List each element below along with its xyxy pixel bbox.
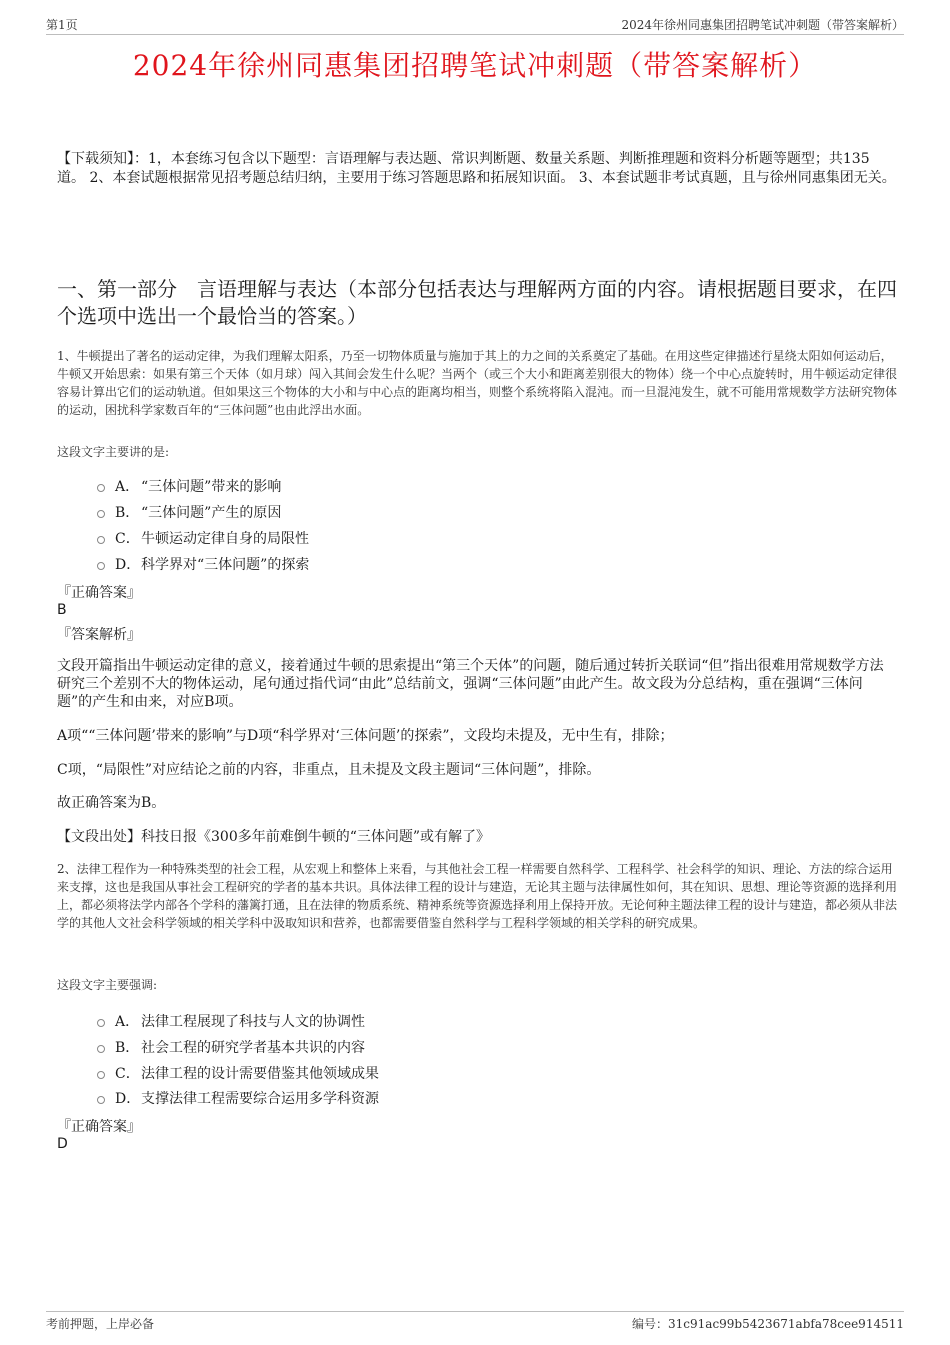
question-1-analysis-1: 文段开篇指出牛顿运动定律的意义，接着通过牛顿的思索提出“第三个天体”的问题，随后通过转折关联词“但”指出很难用常规数学方法研究三个差别不大的物体运动，尾句通过指代词“由此”总结前文，强调“三体问题”由此产生。故文段为分总结构，重在强调“三体问题”的产生和由来，对应B项。: [57, 658, 884, 710]
question-1-option-b[interactable]: [97, 502, 281, 522]
radio-icon[interactable]: [97, 1019, 105, 1027]
option-text: 社会工程的研究学者基本共识的内容: [141, 1040, 365, 1056]
question-1-answer: B: [57, 602, 67, 618]
option-text: 法律工程的设计需要借鉴其他领域成果: [141, 1066, 379, 1082]
page-header: [46, 14, 904, 35]
option-letter: C．: [115, 1066, 140, 1082]
download-notice: 【下载须知】：1，本套练习包含以下题型：言语理解与表达题、常识判断题、数量关系题、判断推理题和资料分析题等题型；共135道。 2、本套试题根据常见招考题总结归纳，主要用于练习答题思路和拓展知识面。 3、本套试题非考试真题，且与徐州同惠集团无关。: [57, 151, 896, 186]
page-number: 第1页: [46, 18, 78, 32]
radio-icon[interactable]: [97, 484, 105, 492]
footer-slogan: 考前押题，上岸必备: [46, 1317, 155, 1331]
option-text: “三体问题”带来的影响: [141, 479, 282, 495]
option-letter: A．: [115, 1014, 140, 1030]
footer-serial: 编号：31c91ac99b5423671abfa78cee914511: [632, 1317, 904, 1331]
radio-icon[interactable]: [97, 1096, 105, 1104]
question-2-answer: D: [57, 1136, 68, 1152]
question-1-answer-label: 『正确答案』: [57, 585, 141, 601]
radio-icon[interactable]: [97, 562, 105, 570]
section-heading: 一、第一部分 言语理解与表达（本部分包括表达与理解两方面的内容。请根据题目要求，在四个选项中选出一个最恰当的答案。）: [57, 277, 897, 328]
question-2-option-b[interactable]: [97, 1037, 365, 1057]
option-text: 牛顿运动定律自身的局限性: [141, 531, 309, 547]
radio-icon[interactable]: [97, 536, 105, 544]
question-1-prompt: 这段文字主要讲的是:: [57, 445, 170, 459]
question-1-option-c[interactable]: [97, 528, 309, 548]
question-2-answer-label: 『正确答案』: [57, 1119, 141, 1135]
option-letter: B．: [115, 1040, 140, 1056]
document-title: 2024年徐州同惠集团招聘笔试冲刺题（带答案解析）: [132, 49, 818, 82]
question-1-option-a[interactable]: [97, 476, 281, 496]
option-letter: D．: [115, 1091, 141, 1107]
question-2-option-c[interactable]: [97, 1063, 379, 1083]
question-2-text: 2、法律工程作为一种特殊类型的社会工程，从宏观上和整体上来看，与其他社会工程一样需要自然科学、工程科学、社会科学的知识、理论、方法的综合运用来支撑，这也是我国从事社会工程研究的学者的基本共识。具体法律工程的设计与建造，无论其主题与法律属性如何，其在知识、思想、理论等资源的选择利用上，都必须将法学内部各个学科的藩篱打通，且在法律的物质系统、精神系统等资源选择利用上保持开放。无论何种主题法律工程的设计与建造，都必须从非法学的其他人文社会科学领域的相关学科中汲取知识和营养，也都需要借鉴自然科学与工程科学领域的相关学科的研究成果。: [57, 862, 898, 930]
question-1-option-d[interactable]: [97, 554, 309, 574]
question-1-analysis-3: C项，“局限性”对应结论之前的内容，非重点，且未提及文段主题词“三体问题”，排除。: [57, 762, 601, 778]
header-doc-title: 2024年徐州同惠集团招聘笔试冲刺题（带答案解析）: [621, 18, 904, 32]
option-text: 科学界对“三体问题”的探索: [141, 557, 310, 573]
option-text: “三体问题”产生的原因: [141, 505, 282, 521]
question-2-option-a[interactable]: [97, 1011, 365, 1031]
radio-icon[interactable]: [97, 510, 105, 518]
radio-icon[interactable]: [97, 1045, 105, 1053]
option-letter: C．: [115, 531, 140, 547]
option-letter: D．: [115, 557, 141, 573]
question-2-option-d[interactable]: [97, 1088, 379, 1108]
option-text: 法律工程展现了科技与人文的协调性: [141, 1014, 365, 1030]
question-1-source: 【文段出处】科技日报《300多年前难倒牛顿的“三体问题”或有解了》: [57, 829, 491, 845]
option-text: 支撑法律工程需要综合运用多学科资源: [141, 1091, 379, 1107]
question-1-text: 1、牛顿提出了著名的运动定律，为我们理解太阳系，乃至一切物体质量与施加于其上的力之间的关系奠定了基础。在用这些定律描述行星绕太阳如何运动后，牛顿又开始思索：如果有第三个天体（如月球）闯入其间会发生什么呢？当两个（或三个大小和距离差别很大的物体）绕一个中心点旋转时，用牛顿运动定律很容易计算出它们的运动轨道。但如果这三个物体的大小和与中心点的距离均相当，则整个系统将陷入混沌。而一旦混沌发生，就不可能用常规数学方法研究物体的运动，困扰科学家数百年的“三体问题”也由此浮出水面。: [57, 349, 898, 417]
question-1-analysis-2: A项““三体问题’带来的影响”与D项“科学界对‘三体问题’的探索”，文段均未提及，无中生有，排除；: [57, 728, 674, 744]
radio-icon[interactable]: [97, 1071, 105, 1079]
question-2-prompt: 这段文字主要强调:: [57, 978, 158, 992]
question-1-analysis-4: 故正确答案为B。: [57, 795, 166, 811]
option-letter: A．: [115, 479, 140, 495]
option-letter: B．: [115, 505, 140, 521]
page-footer: [46, 1311, 904, 1332]
question-1-analysis-label: 『答案解析』: [57, 627, 141, 643]
